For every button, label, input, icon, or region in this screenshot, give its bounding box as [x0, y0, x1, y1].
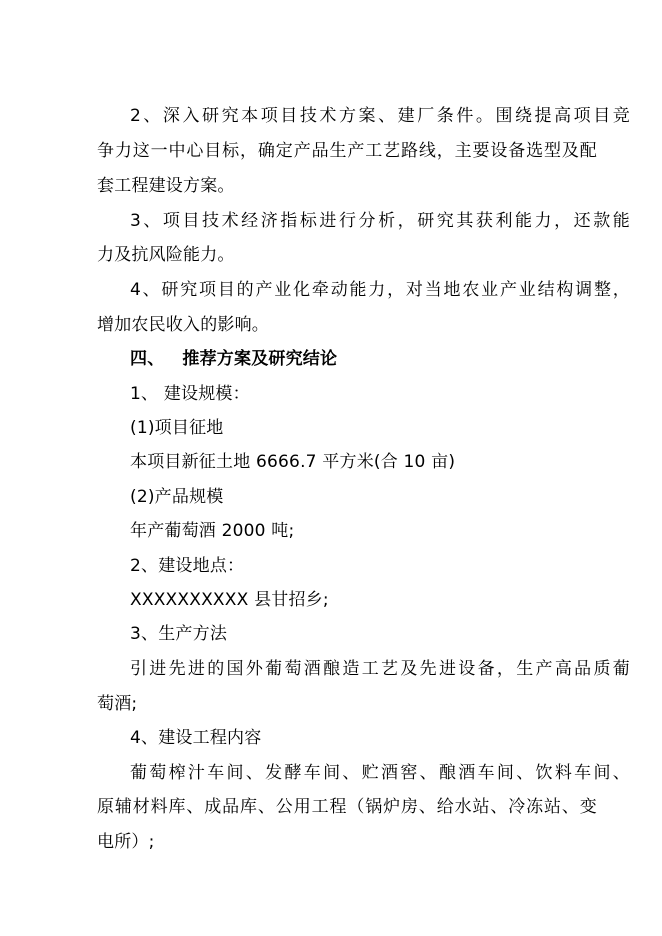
item-construction-scale: 1、 建设规模： [130, 384, 250, 404]
item-annual-output: 年产葡萄酒 2000 吨; [130, 521, 295, 541]
item-product-scale: (2)产品规模 [130, 487, 224, 507]
item-site-location: XXXXXXXXXX 县甘招乡; [130, 590, 329, 610]
section-heading [130, 349, 630, 369]
section-number: 四、 [130, 349, 165, 369]
construction-content-line-3: 电所）; [97, 832, 155, 852]
paragraph-2-line-3: 套工程建设方案。 [97, 176, 235, 196]
construction-content-line-1: 葡萄榨汁车间、发酵车间、贮酒窖、酿酒车间、饮料车间、 [130, 763, 630, 783]
construction-content-line-2: 原辅材料库、成品库、公用工程（锅炉房、给水站、冷冻站、变 [97, 797, 597, 817]
production-method-line-1: 引进先进的国外葡萄酒酿造工艺及先进设备，生产高品质葡 [130, 659, 630, 679]
item-land-acquisition: (1)项目征地 [130, 418, 224, 438]
construction-content-heading: 4、建设工程内容 [130, 728, 262, 748]
paragraph-4-line-1: 4、研究项目的产业化牵动能力，对当地农业产业结构调整， [130, 280, 630, 300]
item-land-area: 本项目新征土地 6666.7 平方米(合 10 亩) [130, 452, 456, 472]
paragraph-3-line-1: 3、项目技术经济指标进行分析，研究其获利能力，还款能 [130, 211, 630, 231]
section-title: 推荐方案及研究结论 [182, 349, 338, 369]
item-production-method: 3、生产方法 [130, 624, 228, 644]
production-method-line-2: 萄酒; [97, 694, 138, 714]
item-construction-site: 2、建设地点： [130, 556, 245, 576]
paragraph-4-line-2: 增加农民收入的影响。 [97, 315, 269, 335]
paragraph-2-line-2: 争力这一中心目标，确定产品生产工艺路线，主要设备选型及配 [97, 141, 597, 161]
paragraph-3-line-2: 力及抗风险能力。 [97, 245, 235, 265]
paragraph-2-line-1: 2、深入研究本项目技术方案、建厂条件。围绕提高项目竞 [130, 106, 630, 126]
